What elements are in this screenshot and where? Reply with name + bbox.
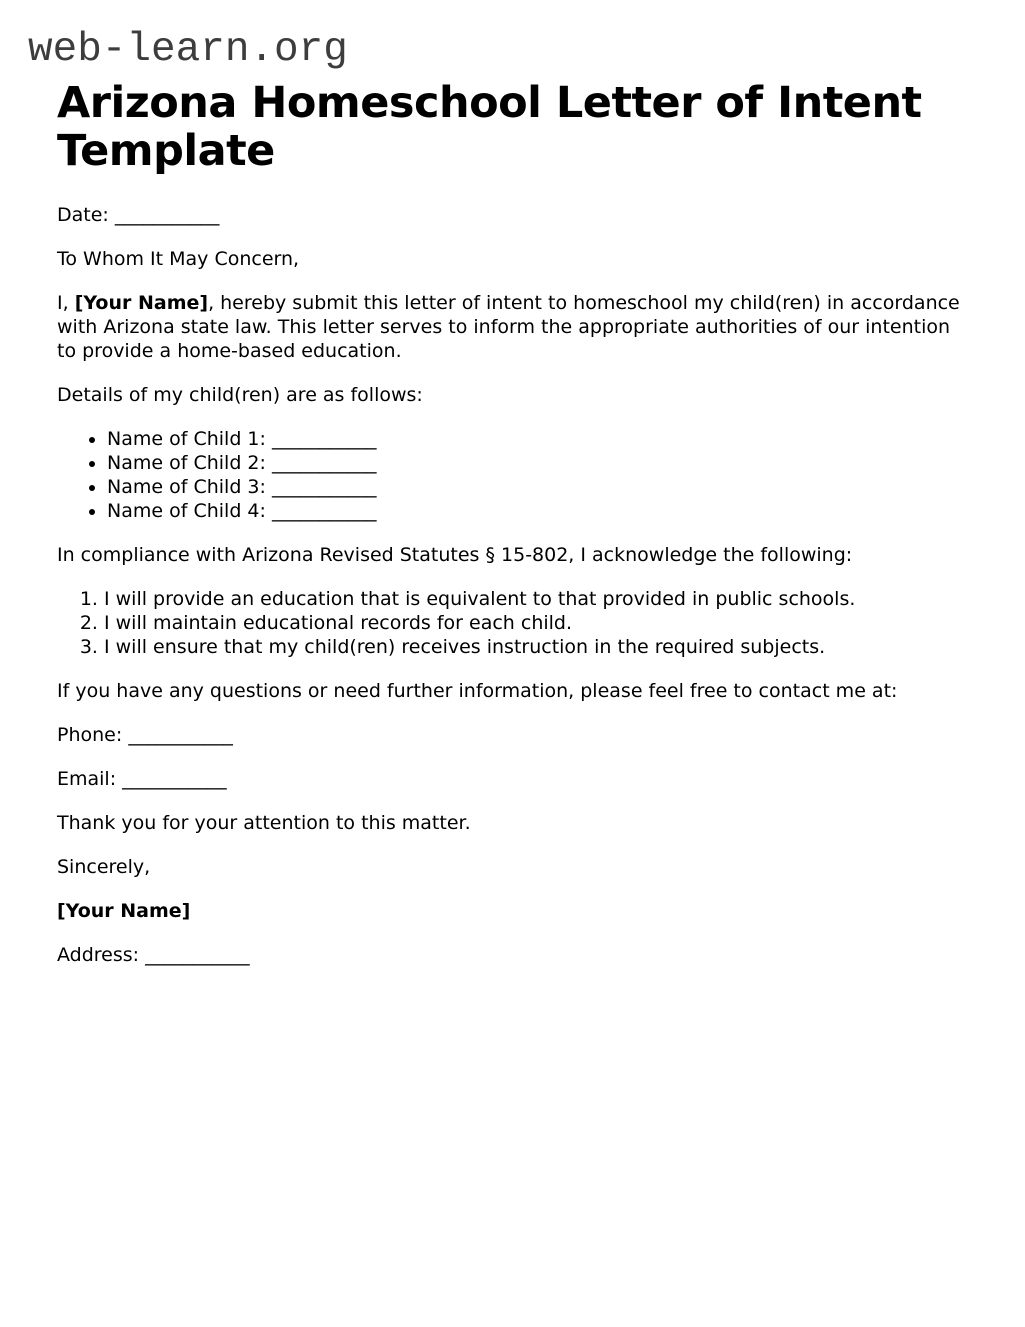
child-3-label: Name of Child 3: <box>107 476 266 499</box>
intro-suffix: , hereby submit this letter of intent to homeschool my child(ren) in accordance with Arizona state law. This letter serves to inform the appropriate authorities of our intention to provide a home-based education. <box>57 292 960 363</box>
child-4-label: Name of Child 4: <box>107 500 266 523</box>
date-label: Date: <box>57 204 109 227</box>
thanks-line: Thank you for your attention to this matter. <box>57 812 471 835</box>
children-list <box>57 427 965 523</box>
closing-line: Sincerely, <box>57 856 151 879</box>
child-1-label: Name of Child 1: <box>107 428 266 451</box>
acknowledgements-list <box>57 587 965 659</box>
phone-blank: ___________ <box>128 724 233 747</box>
email-line <box>57 767 965 791</box>
site-logo: web-learn.org <box>28 27 348 73</box>
intro-paragraph <box>57 291 965 363</box>
address-blank: ___________ <box>145 944 250 967</box>
date-blank: ___________ <box>114 204 220 227</box>
child-3-blank: ___________ <box>271 476 377 499</box>
compliance-intro: In compliance with Arizona Revised Statutes § 15-802, I acknowledge the following: <box>57 544 853 567</box>
intro-prefix: I, <box>57 292 69 315</box>
list-item-child-2 <box>107 451 965 475</box>
date-line <box>57 203 965 227</box>
list-item-child-3 <box>107 475 965 499</box>
acknowledgement-2: 2. I will maintain educational records for each child. <box>104 611 965 635</box>
acknowledgement-1: 1. I will provide an education that is equivalent to that provided in public schools. <box>104 587 965 611</box>
salutation: To Whom It May Concern, <box>57 248 300 271</box>
details-heading: Details of my child(ren) are as follows: <box>57 384 423 407</box>
address-label: Address: <box>57 944 140 967</box>
child-1-blank: ___________ <box>271 428 377 451</box>
child-4-blank: ___________ <box>271 500 377 523</box>
contact-intro: If you have any questions or need further information, please feel free to contact me at: <box>57 680 898 703</box>
child-2-label: Name of Child 2: <box>107 452 266 475</box>
phone-label: Phone: <box>57 724 123 747</box>
address-line <box>57 943 965 967</box>
list-item-child-4 <box>107 499 965 523</box>
email-blank: ___________ <box>122 768 227 791</box>
signature-name-placeholder: [Your Name] <box>57 900 191 923</box>
intro-name-placeholder: [Your Name] <box>74 292 209 315</box>
email-label: Email: <box>57 768 117 791</box>
acknowledgement-3: 3. I will ensure that my child(ren) receives instruction in the required subjects. <box>104 635 965 659</box>
child-2-blank: ___________ <box>271 452 377 475</box>
list-item-child-1 <box>107 427 965 451</box>
phone-line <box>57 723 965 747</box>
page-title: Arizona Homeschool Letter of Intent Template <box>57 78 922 177</box>
